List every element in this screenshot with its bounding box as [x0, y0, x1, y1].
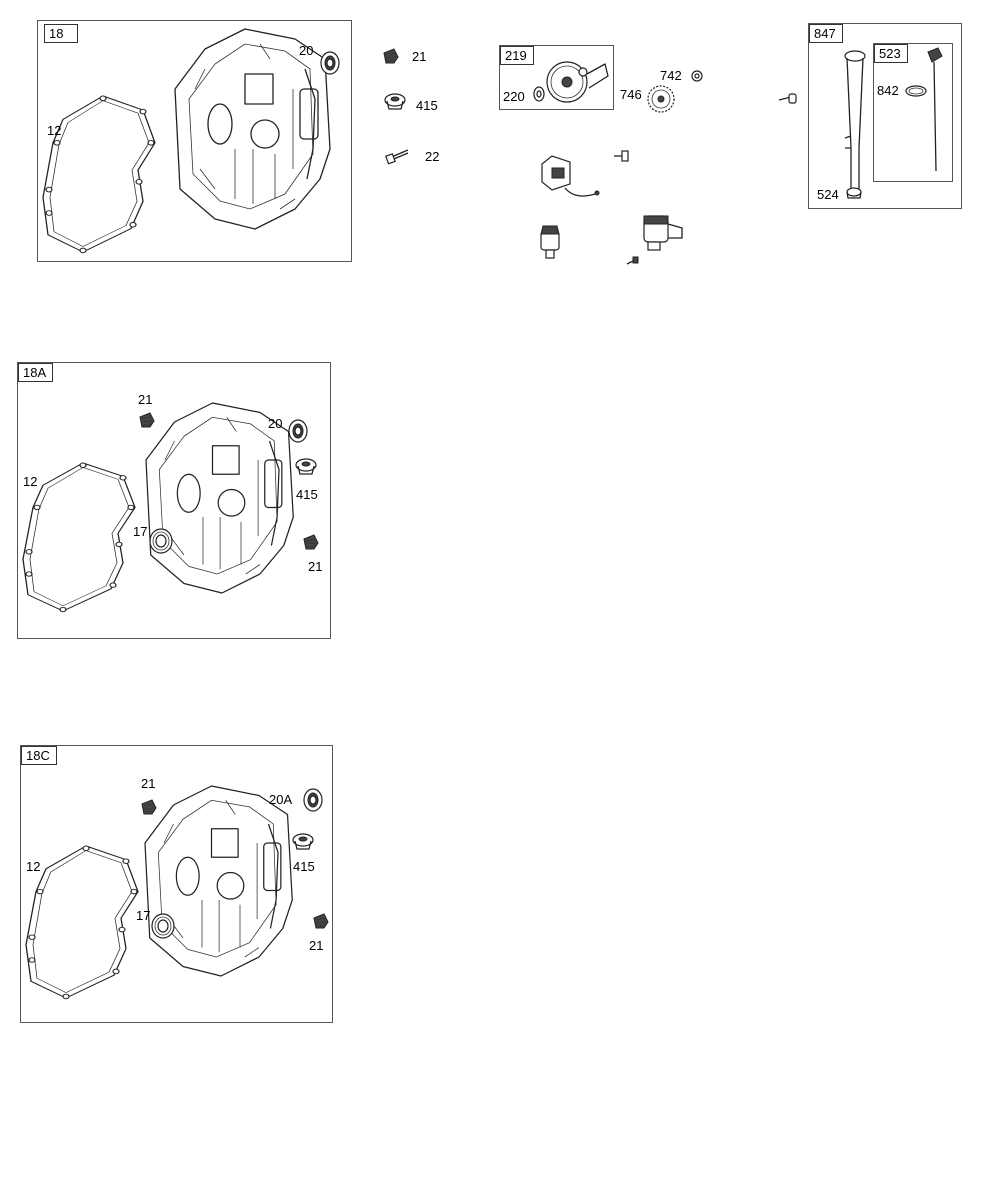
drain-plug-illustration: [139, 798, 159, 818]
part-label-524: 524: [817, 187, 839, 202]
bolt-illustration: [386, 146, 416, 164]
sensor-bracket-illustration: [540, 154, 605, 204]
frame-label-18: 18: [44, 24, 78, 43]
oil-seal-illustration: [320, 53, 342, 77]
drain-plug-illustration: [381, 47, 401, 67]
bearing-illustration: [149, 528, 175, 554]
part-label-20: 20: [268, 416, 283, 431]
frame-label-847: 847: [809, 24, 843, 43]
diagram-frame-18a: [17, 362, 331, 639]
dipstick-illustration: [924, 46, 946, 176]
solenoid-illustration: [640, 210, 686, 252]
diagram-frame-18: [37, 20, 352, 262]
part-label-21: 21: [138, 392, 153, 407]
drain-plug-illustration: [301, 533, 321, 553]
part-label-12: 12: [47, 123, 62, 138]
part-label-415: 415: [296, 487, 318, 502]
screw-287-illustration: [777, 92, 799, 106]
governor-gear-illustration: [545, 52, 610, 107]
snap-ring-illustration: [690, 69, 704, 83]
part-label-842: 842: [877, 83, 899, 98]
part-label-12: 12: [26, 859, 41, 874]
frame-label-523: 523: [874, 44, 908, 63]
part-label-12: 12: [23, 474, 38, 489]
o-ring-illustration: [904, 84, 928, 98]
part-label-21: 21: [308, 559, 323, 574]
frame-label-219: 219: [500, 46, 534, 65]
screw-799-illustration: [625, 256, 639, 268]
gasket-illustration: [26, 846, 146, 1006]
frame-label-18c: 18C: [21, 746, 57, 765]
bearing-illustration: [151, 913, 177, 939]
gasket-illustration: [23, 463, 143, 623]
part-label-20: 20: [299, 43, 314, 58]
part-label-20a: 20A: [269, 792, 293, 807]
diagram-frame-219: [499, 45, 614, 110]
oil-switch-illustration: [537, 222, 563, 260]
crankcase-cover-illustration: [146, 403, 306, 608]
grommet-illustration: [845, 186, 863, 202]
drain-plug-illustration: [311, 912, 331, 932]
diagram-frame-847: [808, 23, 962, 209]
diagram-frame-18c: [20, 745, 333, 1023]
oil-fill-cap-illustration: [293, 833, 315, 853]
oil-seal-illustration: [288, 421, 310, 445]
dipstick-tube-illustration: [837, 48, 877, 198]
part-label-17: 17: [136, 908, 151, 923]
gear-illustration: [646, 82, 676, 116]
oil-fill-cap-illustration: [296, 458, 318, 478]
part-label-21: 21: [309, 938, 324, 953]
part-label-17: 17: [133, 524, 148, 539]
gasket-illustration: [43, 96, 163, 256]
frame-label-18a: 18A: [18, 363, 53, 382]
part-label-742: 742: [660, 68, 682, 83]
drain-plug-illustration: [137, 411, 157, 431]
oil-seal-illustration: [303, 790, 325, 814]
part-label-21: 21: [141, 776, 156, 791]
part-label-220: 220: [503, 89, 525, 104]
oil-fill-cap-illustration: [385, 93, 407, 113]
screw-1305-illustration: [612, 150, 630, 162]
part-label-22: 22: [425, 149, 440, 164]
crankcase-cover-illustration: [145, 786, 305, 991]
part-label-746: 746: [620, 87, 642, 102]
part-label-415: 415: [293, 859, 315, 874]
crankcase-cover-illustration: [175, 29, 335, 234]
washer-illustration: [532, 86, 546, 102]
part-label-21: 21: [412, 49, 427, 64]
part-label-415: 415: [416, 98, 438, 113]
diagram-frame-523: [873, 43, 953, 182]
